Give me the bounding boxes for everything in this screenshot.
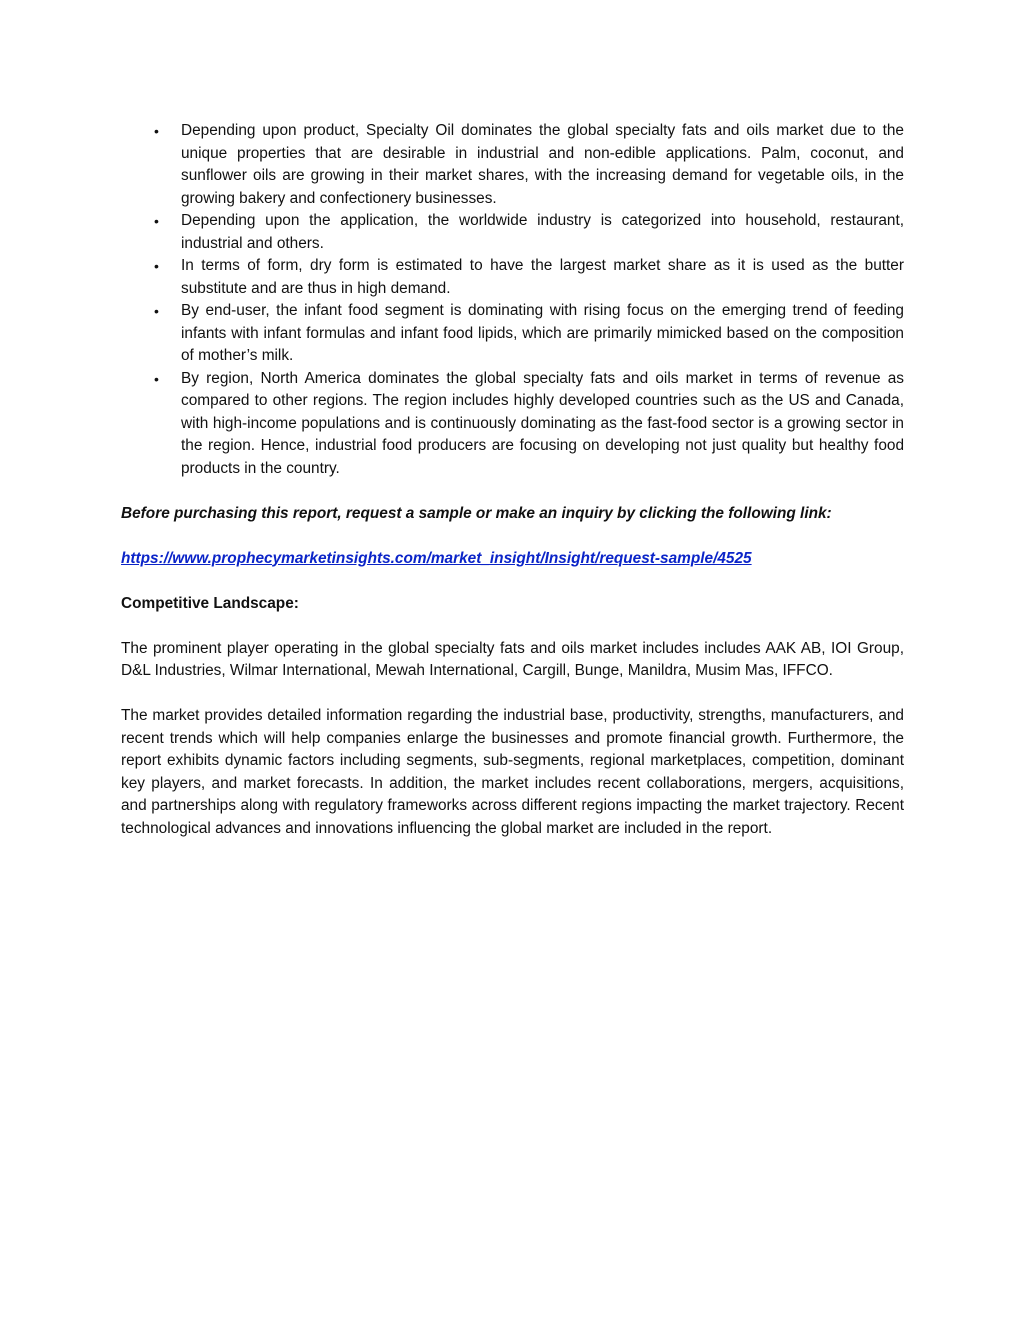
bullet-icon: •: [154, 370, 159, 387]
list-item-text: By end-user, the infant food segment is dominating with rising focus on the emerging trend of feeding infants with infant formulas and infant food lipids, which are primarily mimicked based on the composition of mother’s milk.: [181, 302, 904, 364]
list-item-text: In terms of form, dry form is estimated to have the largest market share as it is used as the butter substitute and are thus in high demand.: [181, 257, 904, 297]
spacer: [121, 570, 904, 593]
list-item: [121, 368, 904, 481]
key-findings-list: [121, 120, 904, 480]
list-item: [121, 255, 904, 300]
players-paragraph: The prominent player operating in the global specialty fats and oils market includes includes AAK AB, IOI Group, D&L Industries, Wilmar International, Mewah International, Cargill, Bunge, Manildra, Musim Mas, IFFCO.: [121, 639, 904, 679]
bullet-icon: •: [154, 213, 159, 229]
request-sample-link[interactable]: https://www.prophecymarketinsights.com/market_insight/Insight/request-sample/4525: [121, 549, 752, 567]
list-item: [121, 300, 904, 368]
call-to-action-text: Before purchasing this report, request a sample or make an inquiry by clicking the following link:: [121, 504, 832, 522]
spacer: [121, 525, 904, 548]
bullet-icon: •: [154, 123, 159, 139]
market-details-paragraph: The market provides detailed information regarding the industrial base, productivity, strengths, manufacturers, and recent trends which will help companies enlarge the businesses and promote financial growth. Furthermore, the report exhibits dynamic factors including segments, sub-segments, regional marketplaces, competition, dominant key players, and market forecasts. In addition, the market includes recent collaborations, mergers, acquisitions, and partnerships along with regulatory frameworks across different regions impacting the market trajectory. Recent technological advances and innovations influencing the global market are included in the report.: [121, 707, 904, 837]
list-item-text: By region, North America dominates the global specialty fats and oils market in terms of revenue as compared to other regions. The region includes highly developed countries such as the US and Canada, with high-income populations and is continuously dominating as the fast-food sector is a growing sector in the region. Hence, industrial food producers are focusing on developing not just quality but healthy food products in the country.: [181, 369, 904, 477]
bullet-icon: •: [154, 303, 159, 319]
list-item-text: Depending upon product, Specialty Oil dominates the global specialty fats and oils market due to the unique properties that are desirable in industrial and non-edible applications. Palm, coconut, and sunflower oils are growing in their market shares, with the increasing demand for vegetable oils, in the growing bakery and confectionery businesses.: [181, 122, 904, 207]
bullet-icon: •: [154, 258, 159, 274]
spacer: [121, 615, 904, 638]
document-page: [121, 120, 904, 840]
list-item: [121, 210, 904, 255]
spacer: [121, 480, 904, 503]
list-item-text: Depending upon the application, the worldwide industry is categorized into household, restaurant, industrial and others.: [181, 212, 904, 252]
list-item: [121, 120, 904, 210]
section-heading: Competitive Landscape:: [121, 594, 299, 612]
spacer: [121, 683, 904, 706]
